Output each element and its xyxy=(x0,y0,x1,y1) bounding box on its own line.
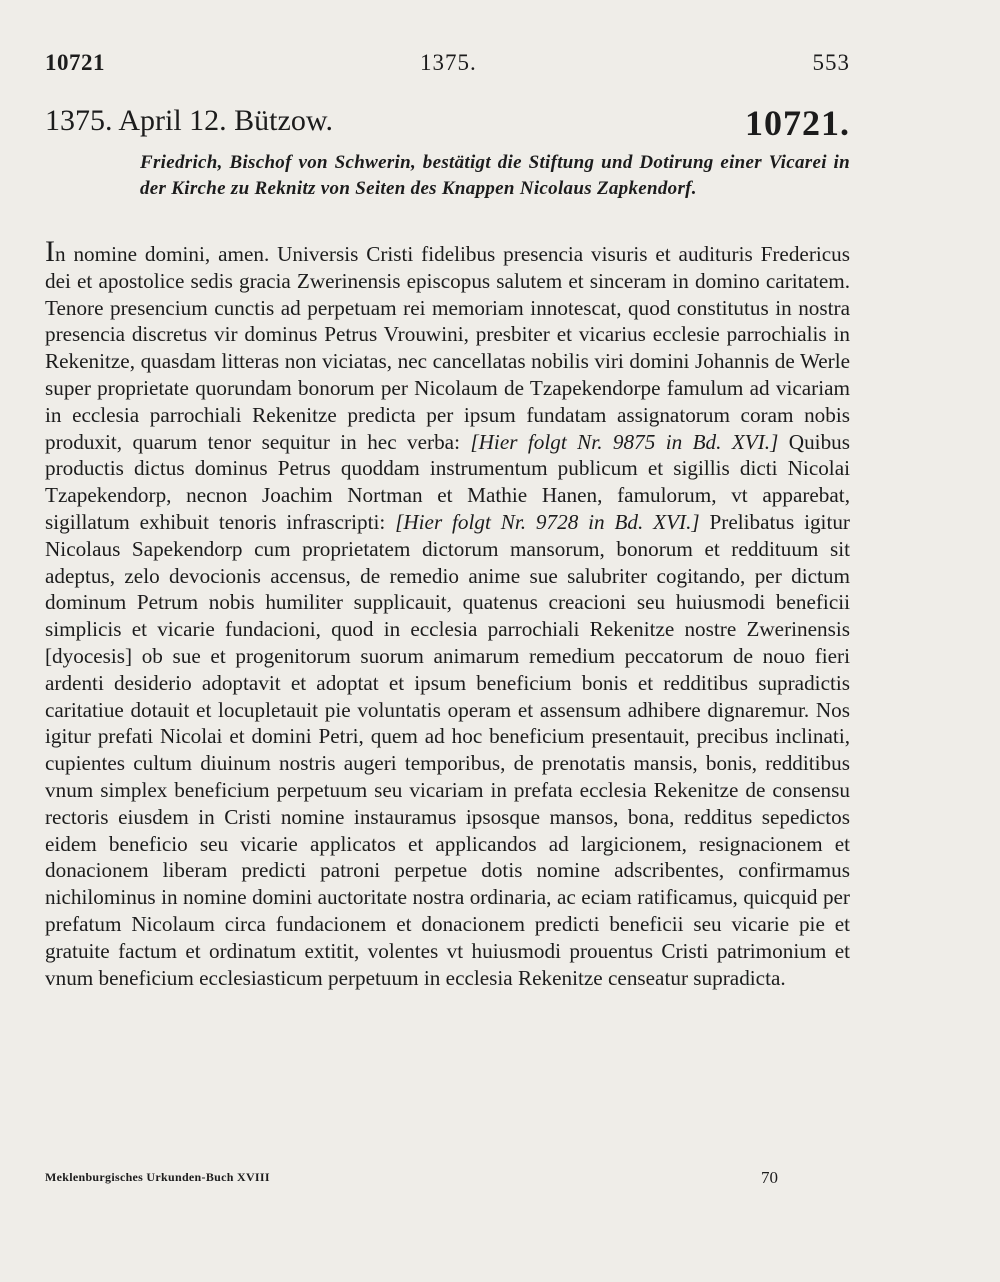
editorial-insert-1: [Hier folgt Nr. 9875 in Bd. XVI.] xyxy=(470,429,779,454)
body-part-1: n nomine domini, amen. Universis Cristi fidelibus presencia visuris et audituris Fredericus dei et apostolice sedis gracia Zwerinensis episcopus salutem et sinceram in domino caritatem. Tenore presencium cunctis ad perpetuam rei memoriam innotescat, quod constitutus in nostra presencia discretus vir dominus Petrus Vrouwini, presbiter et vicarius ecclesie parrochialis in Rekenitze, quasdam litteras non viciatas, nec cancellatas nobilis viri domini Johannis de Werle super proprietate quorundam bonorum per Nicolaum de Tzapekendorpe famulum ad vicariam in ecclesia parrochiali Rekenitze predicta per ipsum fundatam assignatorum coram nobis produxit, quarum tenor sequitur in hec verba: xyxy=(45,242,850,454)
book-title: Meklenburgisches Urkunden-Buch XVIII xyxy=(45,1170,270,1184)
document-number: 10721. xyxy=(745,103,850,143)
body-part-3: Prelibatus igitur Nicolaus Sapekendorp cum proprietatem dictorum mansorum, bonorum et reddituum sit adeptus, zelo devocionis accensus, de remedio anime sue salubriter cogitando, per dictum dominum Petrum nobis humiliter supplicauit, quatenus creacioni seu huiusmodi beneficii simplicis et vicarie fundacioni, quod in ecclesia parrochiali Rekenitze nostre Zwerinensis [dyocesis] ob sue et progenitorum suorum animarum remedium peccatorum de nouo fieri ardenti desiderio adoptavit et adoptat et ipsum beneficium bonis et redditibus supradictis caritatiue dotauit et locupletauit pie voluntatis operam et assensum adhibere dignaremur. Nos igitur prefati Nicolai et domini Petri, quem ad hoc beneficium presentauit, precibus inclinati, cupientes cultum diuinum nostris augeri temporibus, de prenotatis mansis, bonis, redditibus vnum simplex beneficium perpetuum seu vicariam in prefata ecclesia Rekenitze de consensu rectoris eiusdem in Cristi nomine instauramus ipsosque mansos, bona, redditus sepedictos eidem beneficio seu vicarie applicatos et applicandos ad largicionem, resignacionem et donacionem liberam predicti patroni perpetue dotis nomine adscribentes, confirmamus nichilominus in nomine domini auctoritate nostra ordinaria, ac eciam ratificamus, quicquid per prefatum Nicolaum circa fundacionem et donacionem predicti beneficii seu vicarie pie et gratuite factum et ordinatum extitit, volentes vt huiusmodi prouentus Cristi patrimonium et vnum beneficium ecclesiasticum perpetuum in ecclesia Rekenitze censeatur supradicta. xyxy=(45,509,850,990)
document-summary: Friedrich, Bischof von Schwerin, bestätigt die Stiftung und Dotirung einer Vicarei in der Kirche zu Reknitz von Seiten des Knappen Nicolaus Zapkendorf. xyxy=(140,152,850,199)
initial-letter: I xyxy=(45,235,55,268)
page-number: 553 xyxy=(812,50,850,75)
signature-mark: 70 xyxy=(761,1168,778,1187)
document-body xyxy=(45,235,850,991)
running-header xyxy=(45,50,850,86)
document-heading xyxy=(45,100,850,150)
body-part-2: Quibus productis dictus dominus Petrus quoddam instrumentum publicum et sigillis dicti Nicolai Tzapekendorp, necnon Joachim Nortman et Mathie Hanen, famulorum, vt apparebat, sigillatum exhibuit tenoris infrascripti: xyxy=(45,429,850,534)
header-year: 1375. xyxy=(420,50,477,75)
header-doc-number: 10721 xyxy=(45,50,105,75)
page-footer xyxy=(45,1168,850,1192)
editorial-insert-2: [Hier folgt Nr. 9728 in Bd. XVI.] xyxy=(395,509,700,534)
date-place: 1375. April 12. Bützow. xyxy=(45,104,334,137)
